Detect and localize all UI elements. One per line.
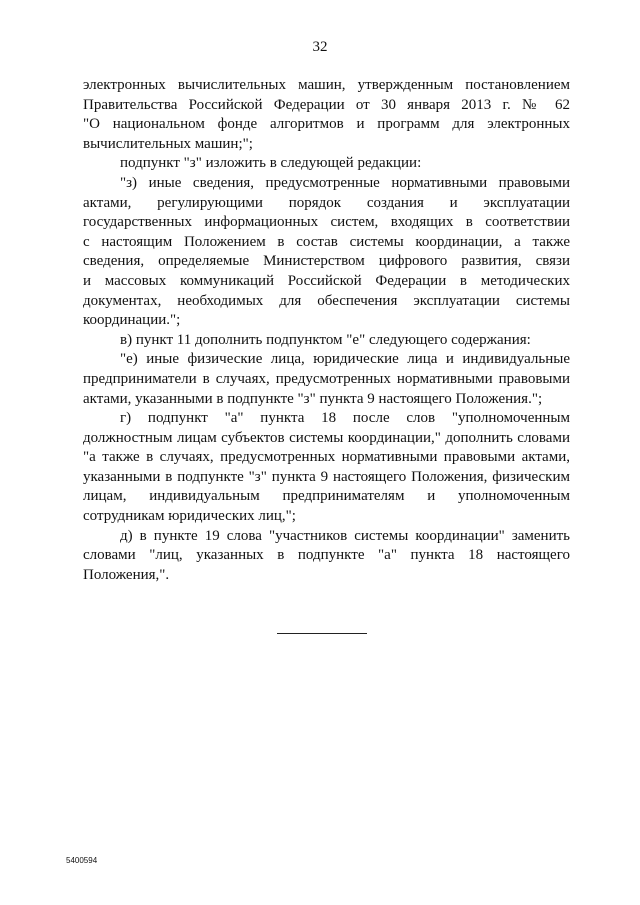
text-line: актами, регулирующими порядок создания и эксплуатации [83, 194, 570, 211]
text-line: Правительства Российской Федерации от 30 января 2013 г. № 62 [83, 96, 570, 113]
text-line: "О национальном фонде алгоритмов и программ для электронных [83, 116, 570, 133]
text-line: Положения,". [83, 566, 170, 583]
text-line: г) подпункт "а" пункта 18 после слов "уполномоченным [120, 410, 570, 427]
text-line: с настоящим Положением в состав системы координации, а также [83, 233, 570, 250]
text-line: "е) иные физические лица, юридические лица и индивидуальные [120, 351, 570, 368]
text-line: лицам, индивидуальным предпринимателям и уполномоченным [83, 488, 570, 505]
text-line: документах, необходимых для обеспечения эксплуатации системы [83, 292, 570, 309]
text-line: должностным лицам субъектов системы координации," дополнить словами [83, 429, 570, 446]
text-line: предприниматели в случаях, предусмотренных нормативными правовыми [83, 370, 570, 387]
document-body [83, 76, 570, 585]
document-code: 5400594 [66, 856, 98, 865]
text-line: сотрудникам юридических лиц,"; [83, 508, 296, 525]
text-line: указанными в подпункте "з" пункта 9 настоящего Положения, физическим [83, 468, 570, 485]
text-line: государственных информационных систем, входящих в соответствии [83, 214, 570, 231]
text-line: актами, указанными в подпункте "з" пункта 9 настоящего Положения."; [83, 390, 543, 407]
text-line: вычислительных машин;"; [83, 135, 253, 152]
text-line: в) пункт 11 дополнить подпунктом "е" следующего содержания: [120, 331, 531, 348]
end-divider [277, 633, 367, 634]
text-line: словами "лиц, указанных в подпункте "а" пункта 18 настоящего [83, 547, 570, 564]
text-line: д) в пункте 19 слова "участников системы координации" заменить [120, 527, 570, 544]
text-line: координации."; [83, 312, 181, 329]
page-number: 32 [312, 39, 328, 55]
text-line: "а также в случаях, предусмотренных нормативными правовыми актами, [83, 449, 570, 466]
text-line: и массовых коммуникаций Российской Федерации в методических [83, 272, 570, 289]
text-line: сведения, определяемые Министерством цифрового развития, связи [83, 253, 570, 270]
text-line: подпункт "з" изложить в следующей редакции: [120, 155, 422, 172]
text-line: электронных вычислительных машин, утвержденным постановлением [83, 77, 570, 93]
text-line: "з) иные сведения, предусмотренные нормативными правовыми [120, 174, 570, 191]
